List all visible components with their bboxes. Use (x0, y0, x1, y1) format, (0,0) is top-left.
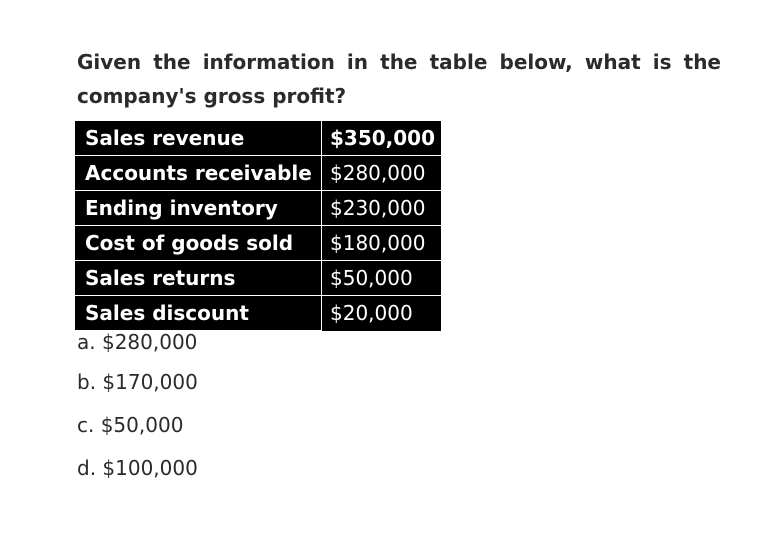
table-row (75, 191, 441, 226)
row-label: Cost of goods sold (75, 226, 322, 261)
answer-options (77, 325, 198, 494)
answer-option-a[interactable]: a. $280,000 (77, 330, 198, 354)
answer-option-c[interactable]: c. $50,000 (77, 413, 184, 437)
table-row (75, 156, 441, 191)
answer-option-b[interactable]: b. $170,000 (77, 370, 198, 394)
row-label: Accounts receivable (75, 156, 322, 191)
answer-option-d[interactable]: d. $100,000 (77, 456, 198, 480)
financial-data-table (75, 121, 441, 331)
row-label: Ending inventory (75, 191, 322, 226)
row-value: $180,000 (322, 226, 442, 261)
table-row (75, 261, 441, 296)
row-label: Sales discount (75, 296, 322, 331)
question-line-2: company's gross profit? (77, 84, 347, 108)
row-label: Sales revenue (85, 126, 245, 150)
question-text (77, 45, 727, 113)
row-value: $50,000 (322, 261, 442, 296)
row-value: $20,000 (322, 296, 442, 331)
question-line-1: Given the information in the table below, what is the (77, 50, 721, 74)
row-value: $280,000 (322, 156, 442, 191)
table-row (75, 121, 441, 156)
row-value: $350,000 (322, 121, 442, 156)
row-label: Sales returns (75, 261, 322, 296)
table-row (75, 226, 441, 261)
row-value: $230,000 (322, 191, 442, 226)
